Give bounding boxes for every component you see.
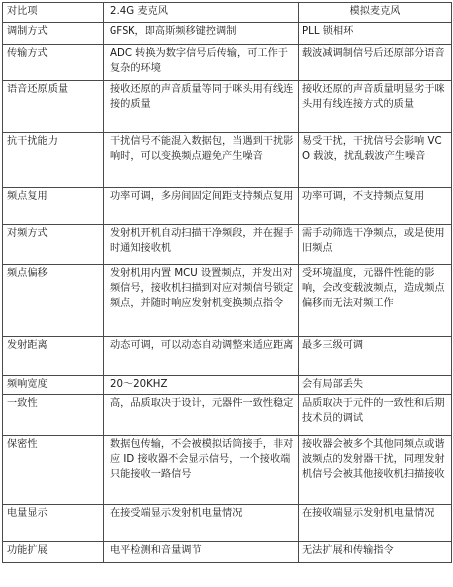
row-wireless-cell: ADC 转换为数字信号后传输，可工作于复杂的环境 <box>104 45 299 81</box>
table-row <box>3 436 452 505</box>
row-wireless-cell: 20～20KHZ <box>104 376 299 395</box>
row-analog-cell: 接收器会被多个其他同频点或谐波频点的发射器干扰，同理发射机信号会被其他接收机扫描接收 <box>299 436 452 505</box>
row-wireless-cell: 在接受端显示发射机电量情况 <box>104 505 299 542</box>
row-analog-cell: 受环境温度，元器件性能的影响，会改变载波频点，造成频点偏移而无法对频工作 <box>299 265 452 337</box>
row-wireless-cell: 发射机用内置 MCU 设置频点，并发出对频信号，接收机扫描到对应对频信号锁定频点，并随时响应发射机变换频点指令 <box>104 265 299 337</box>
table-row <box>3 23 452 45</box>
row-item-cell: 频点复用 <box>3 188 104 225</box>
row-analog-cell: PLL 锁相环 <box>299 23 452 45</box>
row-item-cell: 发射距离 <box>3 337 104 376</box>
table-row <box>3 395 452 436</box>
row-wireless-cell: 电平检测和音量调节 <box>104 542 299 563</box>
row-analog-cell: 会有局部丢失 <box>299 376 452 395</box>
row-analog-cell: 易受干扰，干扰信号会影响 VCO 载波，扰乱载波产生噪音 <box>299 133 452 188</box>
row-analog-cell: 功率可调，不支持频点复用 <box>299 188 452 225</box>
row-item-cell: 语音还原质量 <box>3 81 104 133</box>
table-row <box>3 376 452 395</box>
row-analog-cell: 无法扩展和传输指令 <box>299 542 452 563</box>
row-item-cell: 传输方式 <box>3 45 104 81</box>
row-wireless-cell: 高，品质取决于设计，元器件一致性稳定 <box>104 395 299 436</box>
row-wireless-cell: GFSK，即高斯频移键控调制 <box>104 23 299 45</box>
row-item-cell: 功能扩展 <box>3 542 104 563</box>
table-row <box>3 45 452 81</box>
row-analog-cell: 需手动筛选干净频点，或是使用旧频点 <box>299 225 452 265</box>
header-row <box>3 3 452 23</box>
row-analog-cell: 接收还原的声音质量明显劣于咪头用有线连接方式的质量 <box>299 81 452 133</box>
row-item-cell: 频点偏移 <box>3 265 104 337</box>
row-wireless-cell: 干扰信号不能混入数据包，当遇到干扰影响时，可以变换频点避免产生噪音 <box>104 133 299 188</box>
row-item-cell: 保密性 <box>3 436 104 505</box>
header-item: 对比项 <box>3 3 104 23</box>
table-row <box>3 81 452 133</box>
row-item-cell: 频响宽度 <box>3 376 104 395</box>
row-wireless-cell: 功率可调，多房间固定间距支持频点复用 <box>104 188 299 225</box>
row-item-cell: 对频方式 <box>3 225 104 265</box>
table-row <box>3 337 452 376</box>
table-row <box>3 225 452 265</box>
row-wireless-cell: 发射机开机自动扫描干净频段，并在握手时通知接收机 <box>104 225 299 265</box>
row-analog-cell: 在接收端显示发射机电量情况 <box>299 505 452 542</box>
row-wireless-cell: 数据包传输，不会被模拟话筒接手，非对应 ID 接收器不会显示信号，一个接收端只能接收一路信号 <box>104 436 299 505</box>
table-row <box>3 265 452 337</box>
header-wireless-mic: 2.4G 麦克风 <box>104 3 299 23</box>
row-item-cell: 调制方式 <box>3 23 104 45</box>
row-item-cell: 一致性 <box>3 395 104 436</box>
row-item-cell: 抗干扰能力 <box>3 133 104 188</box>
row-analog-cell: 最多三级可调 <box>299 337 452 376</box>
header-analog-mic: 模拟麦克风 <box>299 3 452 23</box>
row-wireless-cell: 动态可调，可以动态自动调整来适应距离 <box>104 337 299 376</box>
row-analog-cell: 载波减调制信号后还原部分语音 <box>299 45 452 81</box>
table-row <box>3 188 452 225</box>
row-wireless-cell: 接收还原的声音质量等同于咪头用有线连接的质量 <box>104 81 299 133</box>
comparison-table <box>2 2 452 563</box>
row-analog-cell: 品质取决于元件的一致性和后期技术员的调试 <box>299 395 452 436</box>
table-row <box>3 133 452 188</box>
row-item-cell: 电量显示 <box>3 505 104 542</box>
table-row <box>3 505 452 542</box>
table-row <box>3 542 452 563</box>
